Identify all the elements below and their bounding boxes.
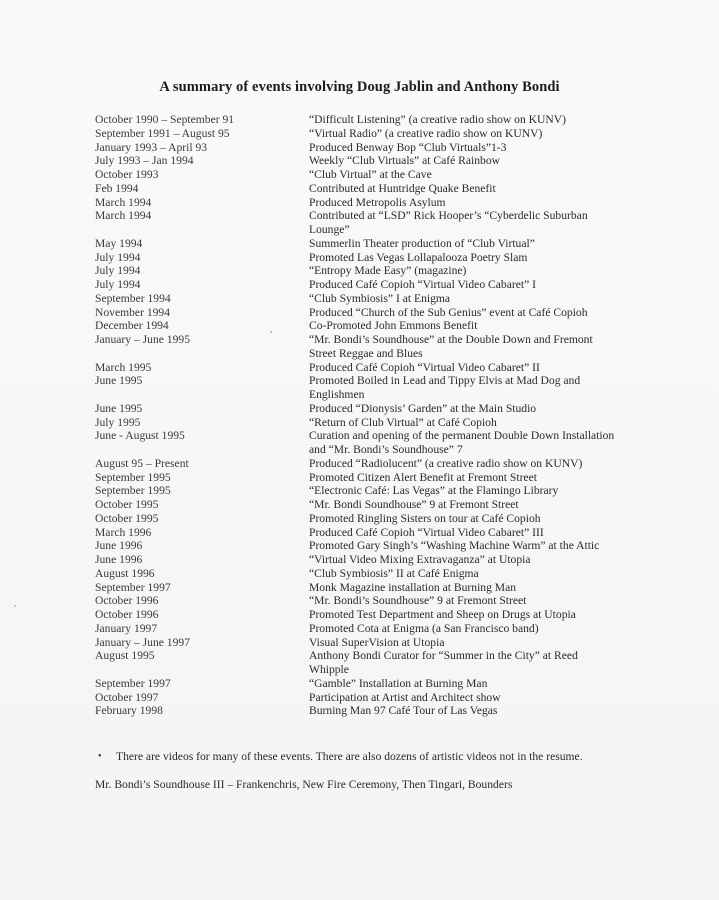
event-date: March 1994 bbox=[95, 209, 152, 223]
event-description: Produced Café Copioh “Virtual Video Cabaret” II bbox=[309, 360, 540, 374]
event-date: July 1995 bbox=[95, 415, 141, 429]
event-row bbox=[95, 608, 615, 622]
event-date: June - August 1995 bbox=[95, 429, 185, 443]
event-date: January 1993 – April 93 bbox=[95, 140, 208, 154]
event-description: Weekly “Club Virtuals” at Café Rainbow bbox=[309, 154, 501, 168]
event-row bbox=[95, 594, 615, 608]
event-row bbox=[95, 113, 615, 127]
event-description: Produced Metropolis Asylum bbox=[309, 195, 446, 209]
event-row bbox=[95, 416, 615, 430]
bullet-dot: • bbox=[98, 751, 102, 762]
event-date: October 1996 bbox=[95, 608, 159, 621]
event-date: July 1994 bbox=[95, 264, 141, 278]
event-row bbox=[95, 484, 615, 498]
event-date: July 1994 bbox=[95, 278, 141, 291]
event-description: Summerlin Theater production of “Club Virtual” bbox=[309, 236, 535, 250]
event-row bbox=[95, 581, 615, 595]
event-description: Produced “Dionysis’ Garden” at the Main Studio bbox=[309, 401, 537, 415]
event-date: Feb 1994 bbox=[95, 181, 139, 195]
event-description: “Virtual Video Mixing Extravaganza” at Utopia bbox=[309, 553, 531, 566]
event-date: March 1996 bbox=[95, 525, 152, 539]
event-row bbox=[95, 237, 615, 251]
event-description: “Club Virtual” at the Cave bbox=[309, 168, 432, 181]
event-row bbox=[95, 251, 615, 265]
event-description: Produced Benway Bop “Club Virtuals”1-3 bbox=[309, 140, 507, 154]
event-description: Promoted Citizen Alert Benefit at Fremont Street bbox=[309, 470, 537, 484]
event-description: Produced Café Copioh “Virtual Video Cabaret” I bbox=[309, 278, 536, 291]
event-date: September 1994 bbox=[95, 291, 171, 305]
event-row bbox=[95, 649, 615, 677]
event-row bbox=[95, 567, 615, 581]
event-date: August 1995 bbox=[95, 649, 155, 663]
event-description: Promoted Gary Singh’s “Washing Machine Warm” at the Attic bbox=[309, 539, 600, 553]
event-date: October 1997 bbox=[95, 690, 159, 704]
event-row bbox=[95, 498, 615, 512]
event-description: Produced “Church of the Sub Genius” event at Café Copioh bbox=[309, 305, 588, 319]
event-row bbox=[95, 333, 615, 361]
event-description: “Club Symbiosis” II at Café Enigma bbox=[309, 566, 479, 580]
event-date: December 1994 bbox=[95, 319, 169, 333]
event-date: June 1995 bbox=[95, 401, 143, 415]
event-description: Promoted Cota at Enigma (a San Francisco band) bbox=[309, 621, 539, 635]
event-date: March 1994 bbox=[95, 195, 152, 209]
event-description: Promoted Boiled in Lead and Tippy Elvis at Mad Dog and Englishmen bbox=[309, 374, 581, 401]
event-row bbox=[95, 677, 615, 691]
event-date: September 1995 bbox=[95, 470, 171, 484]
document-title: A summary of events involving Doug Jablin and Anthony Bondi bbox=[159, 79, 560, 95]
event-row bbox=[95, 361, 615, 375]
event-row bbox=[95, 292, 615, 306]
scan-speck bbox=[14, 605, 16, 607]
event-row bbox=[95, 264, 615, 278]
event-date: October 1995 bbox=[95, 498, 159, 511]
event-date: October 1995 bbox=[95, 511, 159, 525]
event-description: Anthony Bondi Curator for “Summer in the City” at Reed Whipple bbox=[309, 649, 578, 676]
event-date: August 95 – Present bbox=[95, 456, 189, 470]
event-row bbox=[95, 209, 615, 237]
event-date: February 1998 bbox=[95, 704, 163, 718]
event-date: November 1994 bbox=[95, 305, 171, 319]
event-description: Produced “Radiolucent” (a creative radio show on KUNV) bbox=[309, 456, 583, 470]
event-row bbox=[95, 319, 615, 333]
event-description: Promoted Las Vegas Lollapalooza Poetry Slam bbox=[309, 250, 528, 264]
event-description: “Return of Club Virtual” at Café Copioh bbox=[309, 415, 497, 429]
event-date: July 1993 – Jan 1994 bbox=[95, 154, 194, 168]
event-date: June 1996 bbox=[95, 539, 143, 553]
event-date: October 1996 bbox=[95, 594, 159, 608]
event-date: September 1997 bbox=[95, 676, 171, 690]
event-description: “Entropy Made Easy” (magazine) bbox=[309, 264, 467, 278]
event-row bbox=[95, 471, 615, 485]
event-row bbox=[95, 636, 615, 650]
event-description: “Electronic Café: Las Vegas” at the Flamingo Library bbox=[309, 484, 559, 498]
event-description: Visual SuperVision at Utopia bbox=[309, 635, 445, 649]
event-description: Burning Man 97 Café Tour of Las Vegas bbox=[309, 704, 498, 718]
event-description: Contributed at Huntridge Quake Benefit bbox=[309, 181, 496, 195]
event-row bbox=[95, 553, 615, 567]
event-row bbox=[95, 429, 615, 457]
event-row bbox=[95, 402, 615, 416]
event-date: October 1993 bbox=[95, 168, 159, 181]
event-row bbox=[95, 512, 615, 526]
event-row bbox=[95, 154, 615, 168]
note-text: There are videos for many of these events. There are also dozens of artistic videos not in the resume. bbox=[116, 750, 583, 763]
event-row bbox=[95, 196, 615, 210]
event-date: January 1997 bbox=[95, 621, 158, 635]
note-bullet bbox=[98, 750, 618, 764]
footer-text: Mr. Bondi’s Soundhouse III – Frankenchris, New Fire Ceremony, Then Tingari, Bounders bbox=[95, 778, 513, 791]
event-description: Contributed at “LSD” Rick Hooper’s “Cyberdelic Suburban Lounge” bbox=[309, 209, 588, 236]
event-date: June 1995 bbox=[95, 374, 143, 388]
event-description: Promoted Test Department and Sheep on Drugs at Utopia bbox=[309, 608, 576, 621]
event-description: Produced Café Copioh “Virtual Video Cabaret” III bbox=[309, 525, 544, 539]
event-description: Co-Promoted John Emmons Benefit bbox=[309, 319, 478, 333]
event-description: Monk Magazine installation at Burning Man bbox=[309, 580, 517, 594]
event-row bbox=[95, 278, 615, 292]
event-row bbox=[95, 704, 615, 718]
event-date: March 1995 bbox=[95, 360, 152, 374]
scan-speck bbox=[270, 331, 272, 333]
event-row bbox=[95, 526, 615, 540]
event-date: September 1997 bbox=[95, 580, 171, 594]
event-description: “Mr. Bondi’s Soundhouse” 9 at Fremont Street bbox=[309, 594, 527, 608]
event-description: “Difficult Listening” (a creative radio show on KUNV) bbox=[309, 113, 567, 126]
event-date: August 1996 bbox=[95, 566, 155, 580]
event-description: Curation and opening of the permanent Double Down Installation and “Mr. Bondi’s Soundhouse” 7 bbox=[309, 429, 615, 456]
event-date: May 1994 bbox=[95, 236, 143, 250]
event-row bbox=[95, 141, 615, 155]
event-row bbox=[95, 127, 615, 141]
event-row bbox=[95, 168, 615, 182]
events-list bbox=[95, 113, 615, 718]
event-description: “Mr. Bondi Soundhouse” 9 at Fremont Street bbox=[309, 498, 519, 511]
event-row bbox=[95, 182, 615, 196]
event-description: Participation at Artist and Architect show bbox=[309, 690, 501, 704]
event-row bbox=[95, 306, 615, 320]
event-description: “Virtual Radio” (a creative radio show on KUNV) bbox=[309, 126, 543, 140]
event-date: October 1990 – September 91 bbox=[95, 113, 235, 126]
event-date: January – June 1997 bbox=[95, 635, 190, 649]
event-date: September 1991 – August 95 bbox=[95, 126, 230, 140]
event-description: “Gamble” Installation at Burning Man bbox=[309, 676, 488, 690]
event-description: “Club Symbiosis” I at Enigma bbox=[309, 291, 451, 305]
event-row bbox=[95, 539, 615, 553]
event-row bbox=[95, 374, 615, 402]
event-date: June 1996 bbox=[95, 553, 143, 566]
event-date: September 1995 bbox=[95, 484, 171, 498]
event-row bbox=[95, 691, 615, 705]
event-date: January – June 1995 bbox=[95, 333, 190, 346]
event-row bbox=[95, 457, 615, 471]
event-row bbox=[95, 622, 615, 636]
event-date: July 1994 bbox=[95, 250, 141, 264]
event-description: Promoted Ringling Sisters on tour at Café Copioh bbox=[309, 511, 541, 525]
event-description: “Mr. Bondi’s Soundhouse” at the Double Down and Fremont Street Reggae and Blues bbox=[309, 333, 593, 360]
